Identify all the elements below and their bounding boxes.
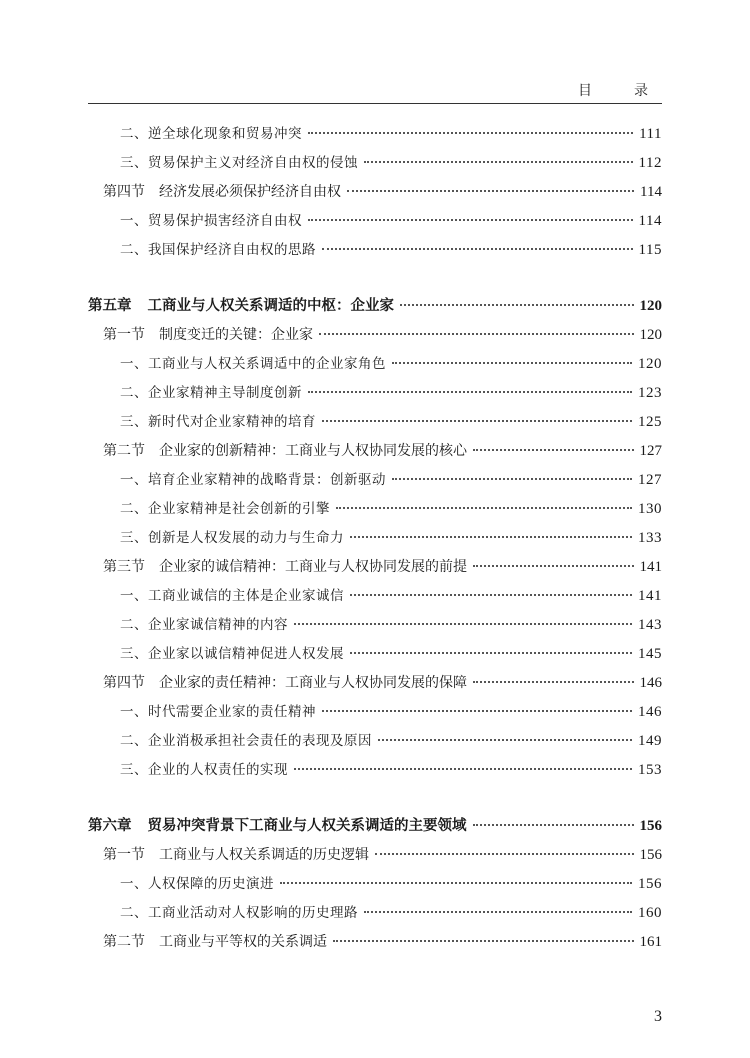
toc-entry-page-number: 153 xyxy=(638,762,662,778)
dot-leader xyxy=(364,911,632,913)
toc-sub-entry[interactable] xyxy=(88,899,662,928)
toc-entry-text: 二、我国保护经济自由权的思路 xyxy=(120,242,316,258)
toc-entry-title xyxy=(120,640,344,669)
toc-entry-label: 第四节 xyxy=(103,675,145,691)
toc-entry-label: 第六章 xyxy=(88,818,132,834)
toc-entry-text: 经济发展必须保护经济自由权 xyxy=(159,184,341,200)
toc-entry-page-number: 127 xyxy=(639,443,662,459)
toc-entry-title xyxy=(120,495,330,524)
dot-leader xyxy=(400,304,634,306)
toc-entry-label: 第二节 xyxy=(103,443,145,459)
toc-entry-page-number: 115 xyxy=(638,242,662,258)
dot-leader xyxy=(322,710,632,712)
toc-entry-text: 三、企业的人权责任的实现 xyxy=(120,762,288,778)
toc-entry-title xyxy=(120,466,386,495)
toc-entry-page-number: 123 xyxy=(638,385,662,401)
toc-entry-title xyxy=(88,292,394,321)
toc-entry-title xyxy=(120,350,386,379)
toc-section-entry[interactable] xyxy=(88,178,662,207)
running-header-title: 目 录 xyxy=(578,83,662,99)
toc-entry-title xyxy=(120,899,358,928)
toc-section-entry[interactable] xyxy=(88,321,662,350)
toc-chapter-entry[interactable] xyxy=(88,292,662,321)
toc-entry-page-number: 146 xyxy=(639,675,662,691)
dot-leader xyxy=(473,681,634,683)
toc-entry-title xyxy=(103,841,369,870)
dot-leader xyxy=(350,536,632,538)
toc-entry-text: 一、贸易保护损害经济自由权 xyxy=(120,213,302,229)
toc-sub-entry[interactable] xyxy=(88,408,662,437)
toc-entry-label: 第一节 xyxy=(103,327,145,343)
dot-leader xyxy=(392,478,632,480)
toc-entry-page-number: 145 xyxy=(638,646,662,662)
toc-entry-title xyxy=(103,669,467,698)
toc-entry-text: 一、工商业诚信的主体是企业家诚信 xyxy=(120,588,344,604)
toc-entry-title xyxy=(120,582,344,611)
dot-leader xyxy=(322,248,633,250)
toc-entry-label: 第四节 xyxy=(103,184,145,200)
toc-group xyxy=(88,292,662,785)
toc-entry-page-number: 112 xyxy=(638,155,662,171)
dot-leader xyxy=(322,420,632,422)
dot-leader xyxy=(392,362,632,364)
toc-entry-page-number: 161 xyxy=(639,934,662,950)
toc-entry-page-number: 141 xyxy=(639,559,662,575)
toc-entry-text: 企业家的创新精神：工商业与人权协同发展的核心 xyxy=(159,443,467,459)
toc-entry-page-number: 120 xyxy=(639,298,662,314)
toc-entry-text: 贸易冲突背景下工商业与人权关系调适的主要领域 xyxy=(147,818,467,834)
toc-entry-page-number: 156 xyxy=(639,818,662,834)
toc-entry-title xyxy=(120,236,316,265)
dot-leader xyxy=(308,219,633,221)
toc-entry-title xyxy=(120,698,316,727)
toc-entry-title xyxy=(103,178,341,207)
toc-entry-text: 二、企业家精神主导制度创新 xyxy=(120,385,302,401)
dot-leader xyxy=(350,594,632,596)
dot-leader xyxy=(319,333,634,335)
toc-sub-entry[interactable] xyxy=(88,698,662,727)
toc-entry-text: 二、企业家诚信精神的内容 xyxy=(120,617,288,633)
toc-entry-title xyxy=(120,149,358,178)
toc-entry-text: 一、时代需要企业家的责任精神 xyxy=(120,704,316,720)
dot-leader xyxy=(473,565,634,567)
toc-entry-text: 工商业与平等权的关系调适 xyxy=(159,934,327,950)
toc-section-entry[interactable] xyxy=(88,437,662,466)
toc-entry-text: 工商业与人权关系调适的历史逻辑 xyxy=(159,847,369,863)
dot-leader xyxy=(294,768,632,770)
toc-entry-page-number: 149 xyxy=(638,733,662,749)
toc-section-entry[interactable] xyxy=(88,928,662,957)
dot-leader xyxy=(364,161,633,163)
toc-sub-entry[interactable] xyxy=(88,640,662,669)
dot-leader xyxy=(336,507,632,509)
toc-sub-entry[interactable] xyxy=(88,495,662,524)
toc-sub-entry[interactable] xyxy=(88,236,662,265)
toc-entry-text: 二、逆全球化现象和贸易冲突 xyxy=(120,126,302,142)
toc-entry-title xyxy=(120,207,302,236)
toc-entry-page-number: 120 xyxy=(639,327,662,343)
toc-entry-title xyxy=(103,928,327,957)
dot-leader xyxy=(294,623,632,625)
toc-sub-entry[interactable] xyxy=(88,207,662,236)
toc-entry-title xyxy=(120,611,288,640)
toc-entry-text: 一、培育企业家精神的战略背景：创新驱动 xyxy=(120,472,386,488)
toc-entry-page-number: 130 xyxy=(638,501,662,517)
toc-entry-label: 第二节 xyxy=(103,934,145,950)
dot-leader xyxy=(473,824,634,826)
toc-entry-title xyxy=(120,756,288,785)
toc-entry-label: 第三节 xyxy=(103,559,145,575)
table-of-contents xyxy=(88,120,662,957)
toc-entry-text: 三、创新是人权发展的动力与生命力 xyxy=(120,530,344,546)
toc-sub-entry[interactable] xyxy=(88,350,662,379)
toc-entry-text: 二、企业消极承担社会责任的表现及原因 xyxy=(120,733,372,749)
toc-sub-entry[interactable] xyxy=(88,120,662,149)
page-number: 3 xyxy=(654,1008,662,1025)
toc-sub-entry[interactable] xyxy=(88,149,662,178)
toc-entry-text: 制度变迁的关键：企业家 xyxy=(159,327,313,343)
toc-entry-page-number: 156 xyxy=(639,847,662,863)
toc-sub-entry[interactable] xyxy=(88,524,662,553)
group-spacer xyxy=(88,785,662,812)
toc-entry-page-number: 160 xyxy=(638,905,662,921)
toc-entry-text: 二、工商业活动对人权影响的历史理路 xyxy=(120,905,358,921)
toc-entry-page-number: 114 xyxy=(638,213,662,229)
toc-entry-page-number: 133 xyxy=(638,530,662,546)
toc-entry-title xyxy=(103,321,313,350)
group-spacer xyxy=(88,265,662,292)
toc-entry-text: 一、工商业与人权关系调适中的企业家角色 xyxy=(120,356,386,372)
toc-section-entry[interactable] xyxy=(88,841,662,870)
toc-entry-text: 一、人权保障的历史演进 xyxy=(120,876,274,892)
header-rule xyxy=(88,103,662,104)
toc-entry-page-number: 120 xyxy=(638,356,662,372)
toc-entry-title xyxy=(120,870,274,899)
toc-entry-title xyxy=(120,524,344,553)
toc-entry-page-number: 127 xyxy=(638,472,662,488)
toc-entry-title xyxy=(103,553,467,582)
toc-entry-text: 三、贸易保护主义对经济自由权的侵蚀 xyxy=(120,155,358,171)
toc-sub-entry[interactable] xyxy=(88,756,662,785)
toc-entry-title xyxy=(120,120,302,149)
toc-entry-text: 企业家的责任精神：工商业与人权协同发展的保障 xyxy=(159,675,467,691)
toc-entry-page-number: 114 xyxy=(640,184,662,200)
dot-leader xyxy=(473,449,634,451)
toc-entry-title xyxy=(120,408,316,437)
dot-leader xyxy=(308,132,633,134)
toc-entry-text: 企业家的诚信精神：工商业与人权协同发展的前提 xyxy=(159,559,467,575)
toc-entry-label: 第一节 xyxy=(103,847,145,863)
toc-sub-entry[interactable] xyxy=(88,466,662,495)
toc-sub-entry[interactable] xyxy=(88,727,662,756)
toc-entry-text: 三、企业家以诚信精神促进人权发展 xyxy=(120,646,344,662)
toc-entry-label: 第五章 xyxy=(88,298,132,314)
toc-sub-entry[interactable] xyxy=(88,379,662,408)
toc-entry-title xyxy=(120,727,372,756)
toc-section-entry[interactable] xyxy=(88,553,662,582)
dot-leader xyxy=(333,940,634,942)
toc-entry-page-number: 141 xyxy=(638,588,662,604)
toc-entry-text: 工商业与人权关系调适的中枢：企业家 xyxy=(147,298,394,314)
toc-entry-title xyxy=(120,379,302,408)
toc-entry-page-number: 146 xyxy=(638,704,662,720)
toc-entry-page-number: 125 xyxy=(638,414,662,430)
toc-chapter-entry[interactable] xyxy=(88,812,662,841)
dot-leader xyxy=(347,190,634,192)
toc-entry-title xyxy=(88,812,467,841)
toc-group xyxy=(88,812,662,957)
toc-group xyxy=(88,120,662,265)
toc-section-entry[interactable] xyxy=(88,669,662,698)
dot-leader xyxy=(375,853,634,855)
toc-entry-page-number: 111 xyxy=(639,126,662,142)
dot-leader xyxy=(350,652,632,654)
dot-leader xyxy=(280,882,632,884)
toc-entry-page-number: 143 xyxy=(638,617,662,633)
toc-entry-text: 二、企业家精神是社会创新的引擎 xyxy=(120,501,330,517)
toc-entry-text: 三、新时代对企业家精神的培育 xyxy=(120,414,316,430)
toc-sub-entry[interactable] xyxy=(88,870,662,899)
toc-sub-entry[interactable] xyxy=(88,611,662,640)
toc-entry-title xyxy=(103,437,467,466)
dot-leader xyxy=(308,391,632,393)
dot-leader xyxy=(378,739,632,741)
toc-sub-entry[interactable] xyxy=(88,582,662,611)
toc-entry-page-number: 156 xyxy=(638,876,662,892)
